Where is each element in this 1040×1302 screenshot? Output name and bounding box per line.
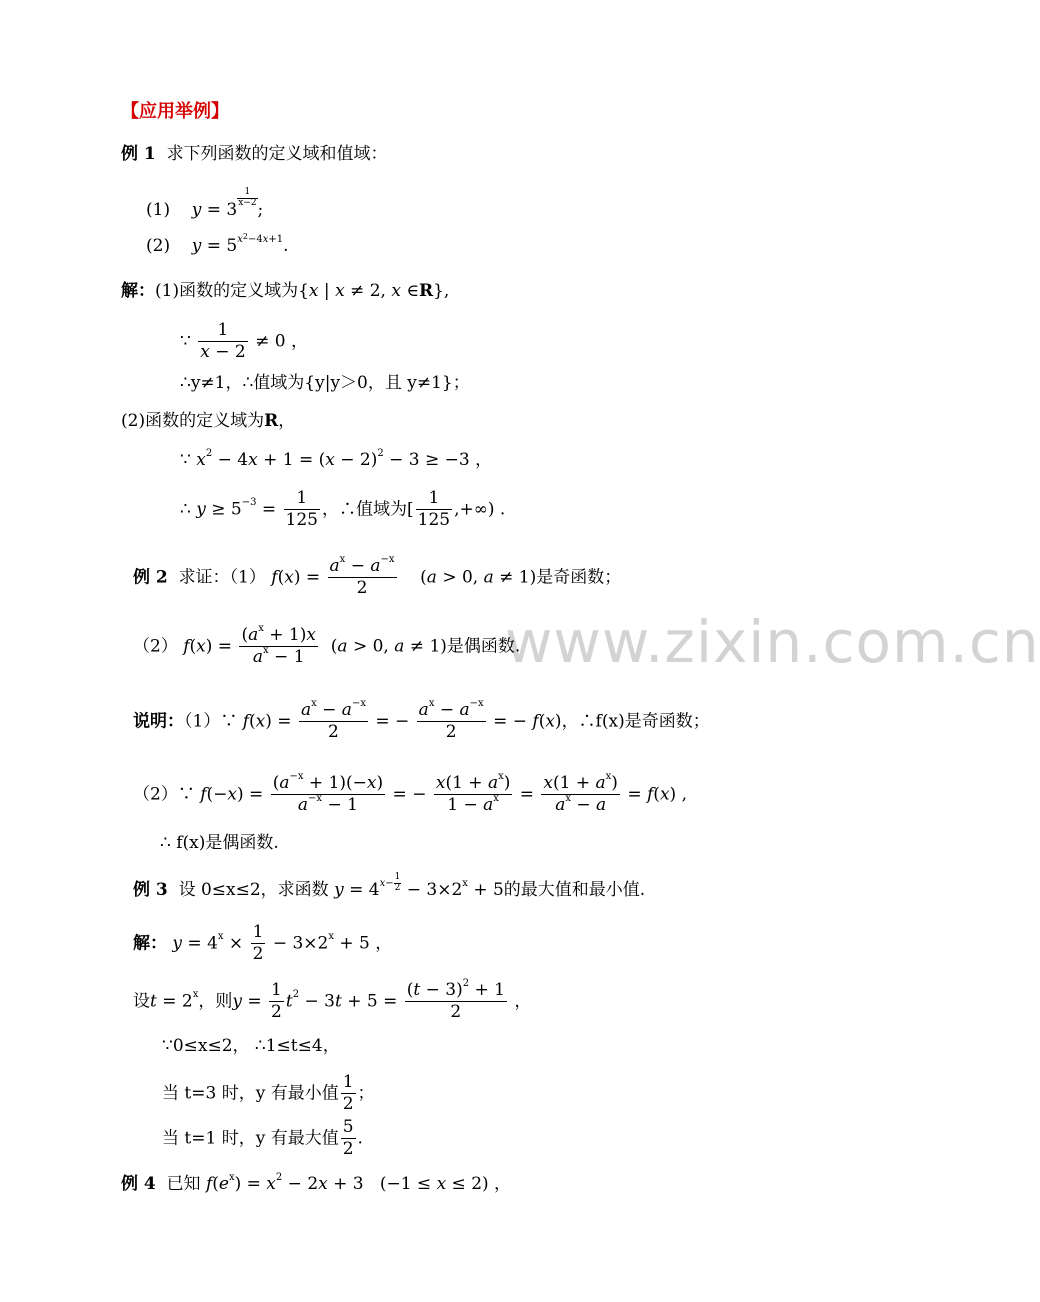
- max-text: 当 t=1 时，y 有最大值: [162, 1128, 339, 1149]
- example-2-statement: 例 2 求证：（1） f(x) = $\frac{a^x - a^{-x}}{2}$ (a > 0, a ≠ 1)是奇函数；: [133, 554, 622, 599]
- example-1-text: 求下列函数的定义域和值域：: [166, 144, 388, 164]
- explanation-label: 说明：: [133, 711, 184, 732]
- solution-1-because: ∵ $\frac{1}{x - 2}$ ≠ 0 ，: [180, 320, 308, 363]
- example-3-label: 例 3: [133, 880, 168, 900]
- example-2-label: 例 2: [133, 567, 168, 588]
- exponent-fraction: $\frac{1}{x-2}$: [238, 187, 257, 208]
- solution-label: 解：: [121, 281, 155, 301]
- then-y-text: ，则: [198, 991, 233, 1012]
- part-1-label: (1): [146, 199, 171, 220]
- section-heading: 【应用举例】: [121, 101, 229, 122]
- solution-2-text: (2)函数的定义域为: [121, 411, 265, 431]
- solution-3-substitution: 设$t = 2^x$，则y = $\frac{1}{2}$ $t^2 - 3t + 5$ = $\frac{(t - 3)^2 + 1}{2}$ ，: [133, 978, 532, 1023]
- solution-2-domain: (2)函数的定义域为R，: [121, 411, 296, 431]
- solution-2-because: ∵ $x^2 - 4x + 1 = (x - 2)^2 - 3 \ge -3$ ，: [180, 448, 493, 470]
- solution-3-maximum: 当 t=1 时，y 有最大值 $\frac{5}{2}$ .: [162, 1117, 363, 1160]
- example-1-part-1: (1) y = 3 $\frac{1}{x-2}$ ;: [146, 187, 264, 220]
- example-4-text: 已知: [166, 1174, 201, 1194]
- example-2-text: 求证：（1）: [178, 567, 266, 588]
- solution-1-domain: 解：(1)函数的定义域为{x | x ≠ 2, x ∈R},: [121, 281, 450, 301]
- example-4-statement: 例 4 已知 $f(e^x) = x^2 - 2x + 3$ (−1 ≤ x ≤ 2) ，: [121, 1172, 512, 1194]
- min-text: 当 t=3 时，y 有最小值: [162, 1083, 339, 1104]
- solution-2-range: ∴ $y \ge 5^{-3}$ = $\frac{1}{125}$ ，∴值域为[ $\frac{1}{125}$ ,+∞) .: [180, 488, 506, 531]
- solution-3-label: 解：: [133, 933, 167, 954]
- watermark: www.zixin.com.cn: [505, 608, 1040, 676]
- example-1-label: 例 1: [121, 144, 156, 164]
- range-text: ，∴值域为: [321, 499, 407, 520]
- explanation-conclusion: ∴ f(x)是偶函数.: [160, 833, 279, 853]
- even-text: 是偶函数.: [446, 636, 521, 657]
- explanation-1-prefix: （1）∵: [184, 711, 238, 732]
- explanation-1: 说明：（1）∵ f(x) = $\frac{a^x - a^{-x}}{2}$ = − $\frac{a^x - a^{-x}}{2}$ = − f(x)，∴f(x)是奇函数；: [133, 698, 710, 743]
- example-3-text-pre: 设 0≤x≤2，求函数: [178, 880, 329, 900]
- solution-3-line-1: 解： $y = 4^x$ × $\frac{1}{2}$ − $3\times 2^x + 5$ ，: [133, 922, 393, 965]
- set-t-text: 设: [133, 991, 150, 1012]
- solution-3-bounds: ∵0≤x≤2， ∴1≤t≤4，: [162, 1036, 340, 1056]
- example-2-part-2: （2） f(x) = $\frac{(a^x + 1)x}{a^x - 1}$ (a > 0, a ≠ 1)是偶函数.: [133, 623, 521, 668]
- example-1-part-2: (2) $y = 5^{x^2-4x+1}$.: [146, 232, 289, 256]
- explanation-2: （2）∵ f(−x) = $\frac{(a^{-x} + 1)(-x)}{a^{-x} - 1}$ = − $\frac{x(1 + a^x)}{1 - a^x}$ = $\frac{x(1 + a^x)}{a^x - a}$ = f(x) ,: [133, 771, 687, 816]
- example-4-label: 例 4: [121, 1174, 156, 1194]
- part-2-label: （2）: [133, 636, 178, 657]
- part-2-label: (2): [146, 236, 171, 256]
- solution-1-range: ∴y≠1，∴值域为{y|y＞0，且 y≠1}；: [180, 373, 470, 393]
- solution-1-text: (1)函数的定义域为: [155, 281, 299, 301]
- explanation-2-prefix: （2）∵: [133, 784, 195, 805]
- explanation-1-end: ，∴f(x)是奇函数；: [561, 711, 710, 732]
- example-3-statement: 例 3 设 0≤x≤2，求函数 $y = 4^{x- \frac{1}{2}}$ − $3\times 2^x + 5$的最大值和最小值.: [133, 872, 646, 900]
- example-1-statement: [121, 146, 388, 163]
- odd-text: 是奇函数；: [536, 567, 622, 588]
- example-3-text-post: 的最大值和最小值.: [503, 880, 646, 900]
- solution-3-minimum: 当 t=3 时，y 有最小值 $\frac{1}{2}$ ；: [162, 1072, 375, 1115]
